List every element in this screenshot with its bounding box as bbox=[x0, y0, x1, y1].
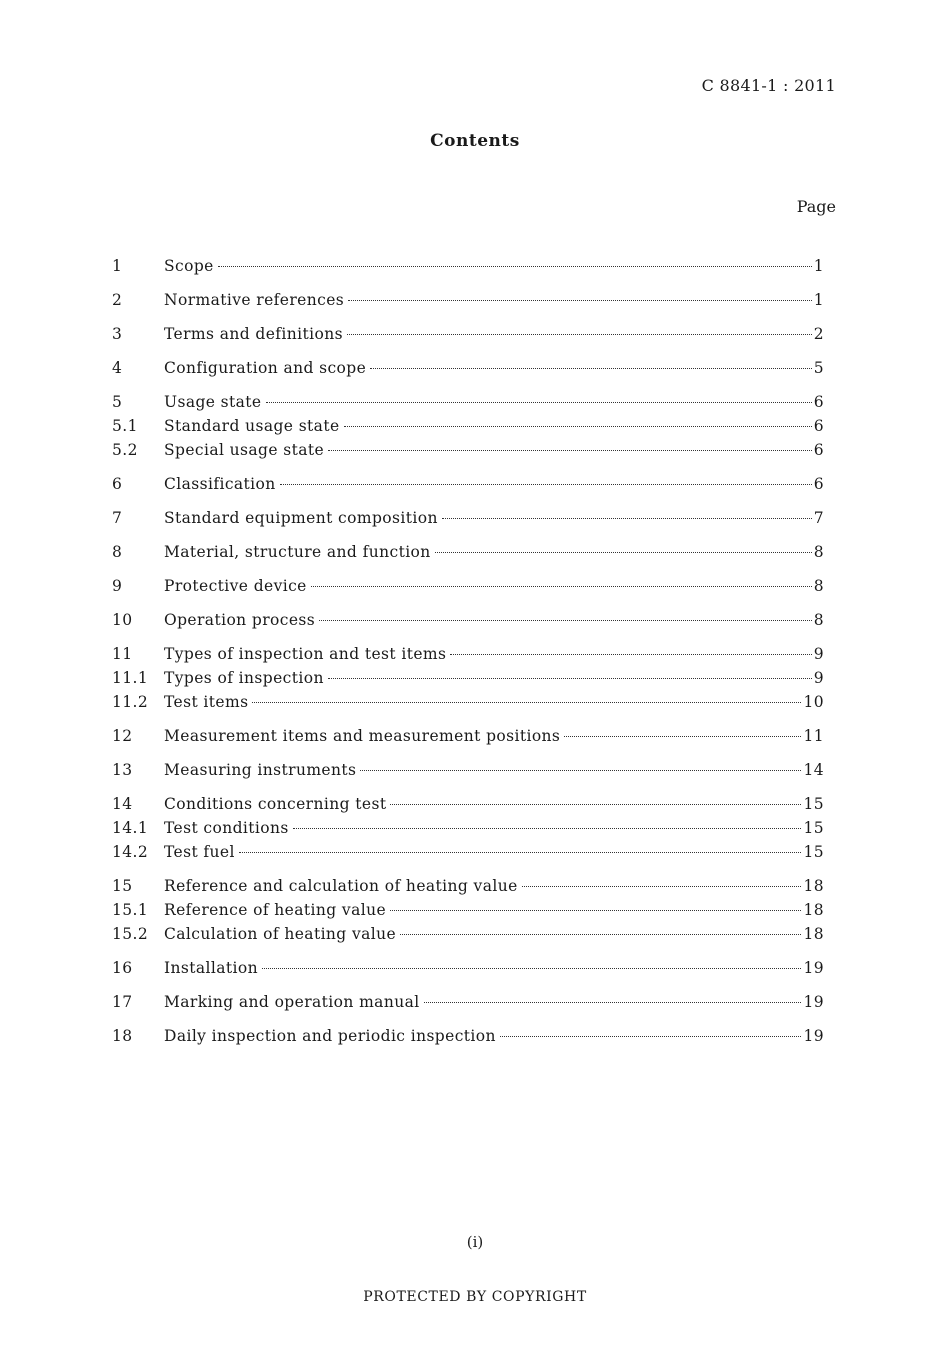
dot-leader bbox=[293, 828, 802, 829]
toc-entry[interactable] bbox=[112, 993, 824, 1017]
dot-leader bbox=[360, 770, 801, 771]
dot-leader bbox=[344, 426, 812, 427]
toc-entry-label: Usage state bbox=[164, 393, 262, 411]
toc-entry[interactable] bbox=[112, 959, 824, 983]
toc-group bbox=[112, 877, 824, 949]
toc-entry-number: 11.2 bbox=[112, 693, 149, 711]
toc-entry-page: 19 bbox=[803, 1027, 824, 1045]
toc-entry-number: 9 bbox=[112, 577, 123, 595]
toc-entry-page: 18 bbox=[803, 901, 824, 919]
toc-entry-label: Reference and calculation of heating value bbox=[164, 877, 518, 895]
toc-entry[interactable] bbox=[112, 901, 824, 925]
toc-entry-label: Measurement items and measurement positions bbox=[164, 727, 561, 745]
toc-entry-label: Scope bbox=[164, 257, 214, 275]
dot-leader bbox=[328, 450, 812, 451]
toc-entry-page: 5 bbox=[813, 359, 824, 377]
toc-entry[interactable] bbox=[112, 843, 824, 867]
dot-leader bbox=[218, 266, 812, 267]
toc-entry-number: 14 bbox=[112, 795, 133, 813]
toc-entry[interactable] bbox=[112, 257, 824, 281]
toc-group bbox=[112, 475, 824, 499]
toc-entry-label: Normative references bbox=[164, 291, 345, 309]
toc-entry-page: 6 bbox=[813, 393, 824, 411]
toc-entry-number: 15 bbox=[112, 877, 133, 895]
dot-leader bbox=[328, 678, 812, 679]
dot-leader bbox=[435, 552, 812, 553]
toc-entry-number: 10 bbox=[112, 611, 133, 629]
toc-group bbox=[112, 993, 824, 1017]
toc-entry-label: Daily inspection and periodic inspection bbox=[164, 1027, 496, 1045]
toc-entry[interactable] bbox=[112, 543, 824, 567]
toc-group bbox=[112, 761, 824, 785]
toc-entry-number: 6 bbox=[112, 475, 123, 493]
toc-entry-label: Configuration and scope bbox=[164, 359, 367, 377]
toc-group bbox=[112, 291, 824, 315]
toc-entry[interactable] bbox=[112, 441, 824, 465]
dot-leader bbox=[390, 804, 801, 805]
toc-group bbox=[112, 257, 824, 281]
toc-entry-number: 12 bbox=[112, 727, 133, 745]
toc-entry[interactable] bbox=[112, 325, 824, 349]
toc-entry[interactable] bbox=[112, 577, 824, 601]
toc-entry-number: 16 bbox=[112, 959, 133, 977]
toc-entry-number: 15.1 bbox=[112, 901, 149, 919]
toc-group bbox=[112, 959, 824, 983]
toc-entry[interactable] bbox=[112, 509, 824, 533]
dot-leader bbox=[311, 586, 812, 587]
toc-entry-page: 2 bbox=[813, 325, 824, 343]
toc-entry-page: 9 bbox=[813, 669, 824, 687]
dot-leader bbox=[564, 736, 801, 737]
dot-leader bbox=[252, 702, 801, 703]
toc-entry-number: 18 bbox=[112, 1027, 133, 1045]
toc-entry-number: 11 bbox=[112, 645, 133, 663]
dot-leader bbox=[280, 484, 812, 485]
toc-group bbox=[112, 393, 824, 465]
document-id: C 8841-1 : 2011 bbox=[701, 76, 836, 95]
toc-entry-page: 6 bbox=[813, 417, 824, 435]
toc-entry-number: 3 bbox=[112, 325, 123, 343]
toc-entry-label: Test items bbox=[164, 693, 249, 711]
toc-entry-number: 2 bbox=[112, 291, 123, 309]
toc-entry-page: 1 bbox=[813, 257, 824, 275]
toc-entry-number: 1 bbox=[112, 257, 123, 275]
toc-entry-label: Measuring instruments bbox=[164, 761, 357, 779]
toc-entry-number: 17 bbox=[112, 993, 133, 1011]
toc-group bbox=[112, 543, 824, 567]
toc-entry-label: Types of inspection and test items bbox=[164, 645, 447, 663]
toc-group bbox=[112, 359, 824, 383]
toc-entry[interactable] bbox=[112, 795, 824, 819]
toc-group bbox=[112, 645, 824, 717]
toc-entry-page: 10 bbox=[803, 693, 824, 711]
toc-entry-label: Standard usage state bbox=[164, 417, 340, 435]
toc-entry-label: Classification bbox=[164, 475, 276, 493]
toc-entry-page: 18 bbox=[803, 925, 824, 943]
toc-entry-page: 15 bbox=[803, 843, 824, 861]
toc-entry-page: 15 bbox=[803, 819, 824, 837]
toc-entry-page: 8 bbox=[813, 611, 824, 629]
toc-group bbox=[112, 509, 824, 533]
toc-entry-label: Conditions concerning test bbox=[164, 795, 387, 813]
toc-entry-page: 19 bbox=[803, 993, 824, 1011]
toc-group bbox=[112, 325, 824, 349]
toc-entry-number: 14.1 bbox=[112, 819, 149, 837]
toc-entry-page: 11 bbox=[803, 727, 824, 745]
toc-entry[interactable] bbox=[112, 417, 824, 441]
toc-entry[interactable] bbox=[112, 693, 824, 717]
dot-leader bbox=[400, 934, 801, 935]
toc-entry-page: 9 bbox=[813, 645, 824, 663]
toc-entry-page: 1 bbox=[813, 291, 824, 309]
toc-entry-label: Special usage state bbox=[164, 441, 325, 459]
toc-entry[interactable] bbox=[112, 877, 824, 901]
toc-entry-page: 18 bbox=[803, 877, 824, 895]
toc-entry-label: Test conditions bbox=[164, 819, 289, 837]
toc-entry-label: Standard equipment composition bbox=[164, 509, 438, 527]
dot-leader bbox=[450, 654, 811, 655]
toc-entry[interactable] bbox=[112, 291, 824, 315]
toc-entry-label: Operation process bbox=[164, 611, 316, 629]
page-title: Contents bbox=[430, 131, 520, 151]
dot-leader bbox=[239, 852, 802, 853]
toc-entry-label: Marking and operation manual bbox=[164, 993, 420, 1011]
toc-entry[interactable] bbox=[112, 727, 824, 751]
toc-entry-page: 19 bbox=[803, 959, 824, 977]
toc-entry-label: Calculation of heating value bbox=[164, 925, 397, 943]
toc-entry[interactable] bbox=[112, 475, 824, 499]
toc-entry-number: 7 bbox=[112, 509, 123, 527]
dot-leader bbox=[262, 968, 801, 969]
toc-group bbox=[112, 577, 824, 601]
toc-entry-number: 14.2 bbox=[112, 843, 149, 861]
toc-entry[interactable] bbox=[112, 669, 824, 693]
toc-entry-number: 5.2 bbox=[112, 441, 138, 459]
copyright-notice: PROTECTED BY COPYRIGHT bbox=[363, 1289, 587, 1305]
toc-group bbox=[112, 727, 824, 751]
toc-entry-label: Test fuel bbox=[164, 843, 235, 861]
toc-entry-page: 8 bbox=[813, 577, 824, 595]
toc-entry[interactable] bbox=[112, 761, 824, 785]
toc-entry[interactable] bbox=[112, 819, 824, 843]
toc-entry-label: Types of inspection bbox=[164, 669, 324, 687]
toc-entry[interactable] bbox=[112, 645, 824, 669]
dot-leader bbox=[522, 886, 802, 887]
toc-entry-label: Installation bbox=[164, 959, 258, 977]
dot-leader bbox=[424, 1002, 802, 1003]
toc-entry-number: 11.1 bbox=[112, 669, 149, 687]
toc-entry-number: 5 bbox=[112, 393, 123, 411]
toc-entry-label: Protective device bbox=[164, 577, 307, 595]
toc-group bbox=[112, 1027, 824, 1051]
toc-entry-page: 14 bbox=[803, 761, 824, 779]
dot-leader bbox=[347, 334, 812, 335]
toc-group bbox=[112, 611, 824, 635]
toc-entry-page: 6 bbox=[813, 441, 824, 459]
toc-entry[interactable] bbox=[112, 925, 824, 949]
toc-entry[interactable] bbox=[112, 393, 824, 417]
page-column-header: Page bbox=[796, 197, 836, 216]
dot-leader bbox=[370, 368, 812, 369]
dot-leader bbox=[390, 910, 801, 911]
toc-entry[interactable] bbox=[112, 1027, 824, 1051]
dot-leader bbox=[500, 1036, 802, 1037]
dot-leader bbox=[442, 518, 812, 519]
toc-entry-number: 4 bbox=[112, 359, 123, 377]
toc-entry[interactable] bbox=[112, 611, 824, 635]
toc-entry-number: 5.1 bbox=[112, 417, 138, 435]
dot-leader bbox=[319, 620, 812, 621]
toc-entry-page: 8 bbox=[813, 543, 824, 561]
table-of-contents bbox=[112, 257, 824, 1061]
toc-entry-label: Reference of heating value bbox=[164, 901, 387, 919]
dot-leader bbox=[348, 300, 812, 301]
toc-entry-number: 15.2 bbox=[112, 925, 149, 943]
toc-entry-page: 6 bbox=[813, 475, 824, 493]
toc-entry-number: 8 bbox=[112, 543, 123, 561]
toc-entry-page: 15 bbox=[803, 795, 824, 813]
toc-group bbox=[112, 795, 824, 867]
toc-entry-page: 7 bbox=[813, 509, 824, 527]
dot-leader bbox=[266, 402, 812, 403]
toc-entry-label: Terms and definitions bbox=[164, 325, 343, 343]
footer-page-number: (i) bbox=[466, 1233, 484, 1251]
toc-entry[interactable] bbox=[112, 359, 824, 383]
toc-entry-number: 13 bbox=[112, 761, 133, 779]
toc-entry-label: Material, structure and function bbox=[164, 543, 431, 561]
